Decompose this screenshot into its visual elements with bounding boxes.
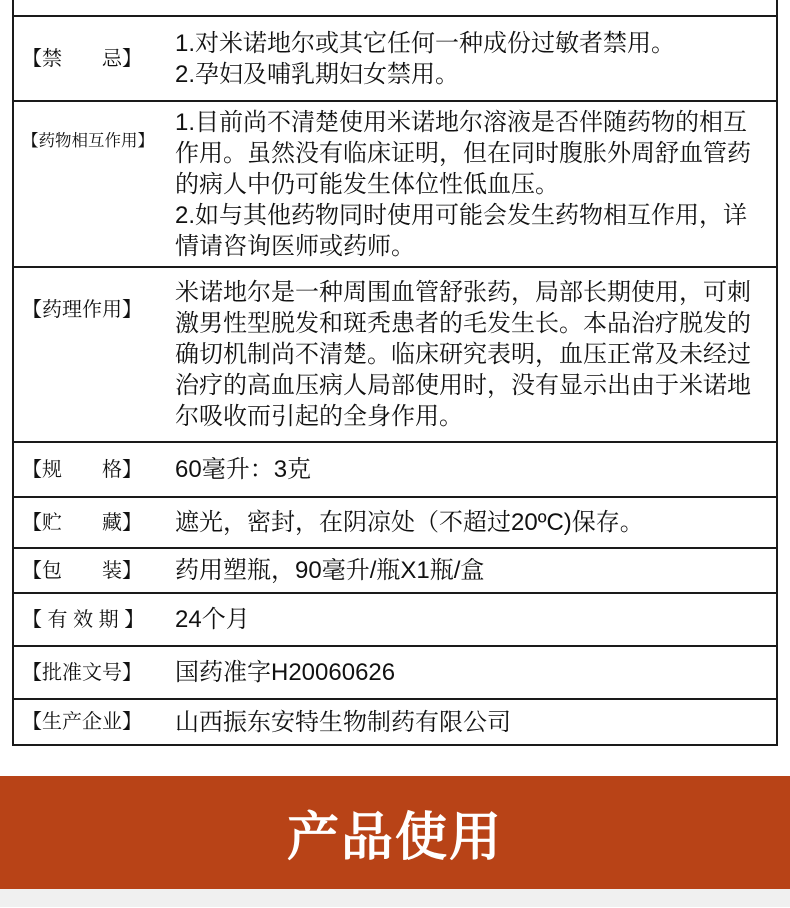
- product-usage-banner: [0, 776, 790, 889]
- table-row: [14, 15, 776, 100]
- row-content: [175, 268, 776, 441]
- row-label: 【禁 忌】: [22, 47, 142, 70]
- content-paragraph: 山西振东安特生物制药有限公司: [175, 708, 511, 736]
- content-paragraph: 60毫升：3克: [175, 456, 312, 483]
- table-row: [14, 441, 776, 496]
- content-paragraph: 药用塑瓶，90毫升/瓶X1瓶/盒: [175, 557, 485, 584]
- row-content: [175, 549, 776, 592]
- row-label: 【药理作用】: [22, 299, 142, 321]
- table-row: [14, 100, 776, 266]
- content-paragraph: 2.如与其他药物同时使用可能会发生药物相互作用，详情请咨询医师或药师。: [175, 201, 748, 260]
- table-partial-top-row: [14, 0, 776, 15]
- content-paragraph: 遮光，密封，在阴凉处（不超过20ºC)保存。: [175, 509, 644, 536]
- table-row: [14, 496, 776, 547]
- row-content: [175, 700, 776, 744]
- footer-strip: [0, 889, 790, 907]
- content-paragraph: 24个月: [175, 606, 250, 633]
- row-label: 【批准文号】: [22, 661, 142, 684]
- content-paragraph: 国药准字H20060626: [175, 659, 396, 686]
- row-label: 【贮 藏】: [22, 511, 142, 534]
- content-paragraph: 1.对米诺地尔或其它任何一种成份过敏者禁用。: [175, 29, 676, 57]
- drug-info-table: [12, 0, 778, 746]
- row-content: [175, 443, 776, 496]
- row-label: 【 有 效 期 】: [22, 608, 145, 631]
- content-paragraph: 米诺地尔是一种周围血管舒张药，局部长期使用，可刺激男性型脱发和斑秃患者的毛发生长。本品治疗脱发的确切机制尚不清楚。临床研究表明，血压正常及未经过治疗的高血压病人局部使用时，没有显示出由于米诺地尔吸收而引起的全身作用。: [175, 279, 751, 430]
- row-content: [175, 594, 776, 645]
- table-row: [14, 592, 776, 645]
- content-paragraph: 1.目前尚不清楚使用米诺地尔溶液是否伴随药物的相互作用。虽然没有临床证明，但在同时腹胀外周舒血管药的病人中仍可能发生体位性低血压。: [175, 108, 751, 198]
- row-label: 【生产企业】: [22, 711, 142, 733]
- row-content: [175, 647, 776, 698]
- table-row: [14, 266, 776, 441]
- content-paragraph: 2.孕妇及哺乳期妇女禁用。: [175, 60, 460, 88]
- row-content: [175, 102, 776, 266]
- table-row: [14, 698, 776, 744]
- table-row: [14, 547, 776, 592]
- row-content: [175, 17, 776, 100]
- row-label: 【药物相互作用】: [22, 132, 154, 150]
- row-content: [175, 498, 776, 547]
- table-row: [14, 645, 776, 698]
- banner-title: 产品使用: [286, 809, 503, 867]
- row-label: 【规 格】: [22, 458, 142, 481]
- row-label: 【包 装】: [22, 559, 142, 582]
